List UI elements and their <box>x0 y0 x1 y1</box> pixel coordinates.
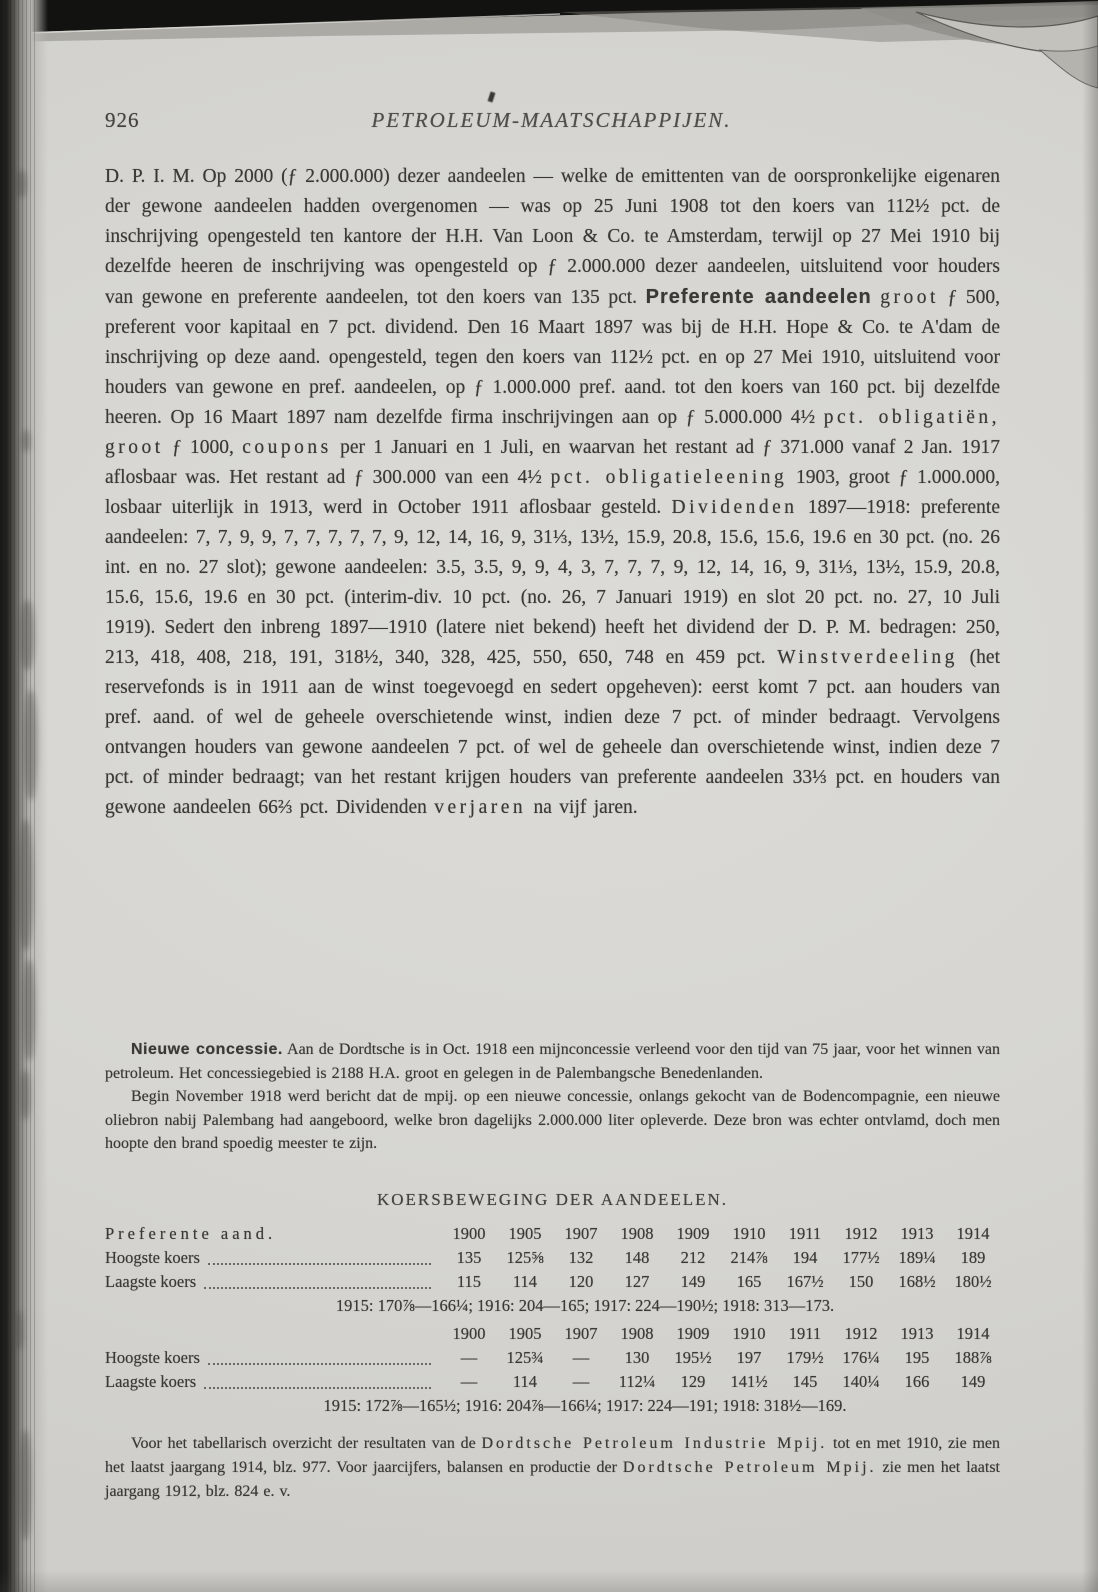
value-cell: 165 <box>736 1272 762 1291</box>
year-cell: 1912 <box>844 1224 878 1243</box>
dot-leader <box>208 1262 431 1265</box>
spaced-company-name: Dordtsche Petroleum Mpij. <box>622 1459 877 1476</box>
scan-smudge <box>16 170 26 198</box>
value-cell: 212 <box>680 1248 706 1267</box>
year-cell: 1909 <box>676 1324 710 1343</box>
scan-smudge <box>23 960 35 1060</box>
scan-smudge <box>18 820 33 950</box>
text-segment: Aan de Dordtsche is in Oct. 1918 een mijnconcessie verleend voor den tijd van 75 jaar, voor het winnen van petroleum. Het concessiegebied is 2188 H.A. groot en gelegen in de Palembangsche Benedenlanden. <box>105 1041 1000 1082</box>
concessie-paragraph-2: Begin November 1918 werd bericht dat de mpij. op een nieuwe concessie, onlangs gekocht van de Bodencompagnie, een nieuwe oliebron nabij Palembang had aangeboord, welke bron dagelijks 2.000.000 liter opleverde. Deze bron was echter ontvlamd, doch men hoopte den brand spoedig meester te zijn. <box>105 1088 1000 1152</box>
year-cell: 1913 <box>900 1324 934 1343</box>
range-line: 1915: 172⅞—165½; 1916: 204⅞—166¼; 1917: 224—191; 1918: 318½—169. <box>323 1396 847 1415</box>
scan-smudge <box>15 1310 23 1350</box>
scan-speck <box>488 91 496 102</box>
value-cell: 130 <box>624 1348 650 1367</box>
value-cell: 189 <box>960 1248 986 1267</box>
text-segment: D. P. I. M. Op 2000 (ƒ 2.000.000) dezer aandeelen — welke de emittenten van de oorspronkelijke eigenaren der gewone aandeelen hadden overgenomen — was op 25 Juni 1908 tot den koers van 112½ pct. de inschrijving opengesteld ten kantore der H.H. Van Loon & Co. te Amsterdam, terwijl op 27 Mei 1910 bij dezelfde heeren de inschrijving was opengesteld op ƒ 2.000.000 dezer aandeelen, uitsluitend voor houders van gewone en preferente aandeelen, tot den koers van 135 pct. <box>105 166 1000 308</box>
spaced-company-name: Dordtsche Petroleum Industrie Mpij. <box>481 1435 828 1452</box>
table-row-years <box>105 1322 1005 1346</box>
value-cell: — <box>572 1372 590 1391</box>
row-label: Laagste koers <box>105 1372 197 1391</box>
value-cell: 135 <box>456 1248 482 1267</box>
koers-table-gewone <box>105 1322 1005 1418</box>
row-label: Hoogste koers <box>105 1248 200 1267</box>
value-cell: 140¼ <box>842 1372 880 1391</box>
value-cell: 195½ <box>674 1348 712 1367</box>
concessie-paragraph-1 <box>105 1038 1000 1085</box>
text-segment: ƒ 1000, <box>163 437 243 458</box>
value-cell: 115 <box>456 1272 482 1291</box>
scan-bottom-edge-shadow <box>0 1570 1098 1592</box>
table-row-laagste <box>105 1370 1005 1394</box>
value-cell: 149 <box>680 1272 706 1291</box>
year-cell: 1911 <box>788 1224 822 1243</box>
table-row-laagste <box>105 1270 1005 1294</box>
value-cell: 197 <box>736 1348 762 1367</box>
value-cell: 179½ <box>786 1348 824 1367</box>
value-cell: 141½ <box>730 1372 768 1391</box>
koers-table-preferente <box>105 1222 1005 1318</box>
table-row-hoogste <box>105 1346 1005 1370</box>
koers-section-title: KOERSBEWEGING DER AANDEELEN. <box>376 1190 729 1209</box>
year-cell: 1905 <box>508 1224 542 1243</box>
value-cell: 114 <box>512 1372 538 1391</box>
year-cell: 1907 <box>564 1224 598 1243</box>
text-segment: zie men het laatst jaargang 1912, blz. 824 e. v. <box>105 1459 1001 1500</box>
year-cell: 1905 <box>508 1324 542 1343</box>
row-label: Laagste koers <box>105 1272 197 1291</box>
scan-smudge <box>22 430 30 452</box>
table-row-hoogste <box>105 1246 1005 1270</box>
dot-leader <box>204 1386 431 1389</box>
value-cell: 127 <box>624 1272 650 1291</box>
value-cell: 150 <box>848 1272 874 1291</box>
dot-leader <box>204 1286 431 1289</box>
spaced-word-dividenden: Dividenden <box>671 497 798 518</box>
text-segment: per 1 Januari en 1 Juli, en waarvan het restant ad ƒ 371.000 vanaf 2 Jan. 1917 aflosbaar was. Het restant ad ƒ 300.000 van een 4½ <box>105 437 1000 488</box>
footer-note <box>105 1432 1000 1504</box>
text-segment: Voor het tabellarisch overzicht der resultaten van de <box>131 1435 482 1452</box>
value-cell: 195 <box>904 1348 930 1367</box>
value-cell: 132 <box>568 1248 594 1267</box>
page-header <box>105 108 998 138</box>
value-cell: 148 <box>624 1248 650 1267</box>
scan-smudge <box>20 1070 30 1120</box>
value-cell: 176¼ <box>842 1348 880 1367</box>
value-cell: 167½ <box>786 1272 824 1291</box>
value-cell: 214⅞ <box>730 1248 768 1267</box>
value-cell: 120 <box>568 1272 594 1291</box>
text-segment: ƒ 500, preferent voor kapitaal en 7 pct. dividend. Den 16 Maart 1897 was bij de H.H. Hope & Co. te A'dam de inschrijving op deze aand. opengesteld, tegen den koers van 112½ pct. en op 27 Mei 1910, uitsluitend voor houders van gewone en pref. aandeelen, op ƒ 1.000.000 pref. aand. tot den koers van 160 pct. bij dezelfde heeren. Op 16 Maart 1897 nam dezelfde firma inschrijvingen aan op ƒ 5.000.000 4½ <box>105 287 1000 428</box>
year-cell: 1909 <box>676 1224 710 1243</box>
year-cell: 1914 <box>956 1324 990 1343</box>
value-cell: 188⅞ <box>954 1348 992 1367</box>
value-cell: 166 <box>904 1372 930 1391</box>
spaced-phrase-obligatieleening: pct. obligatieleening <box>550 467 788 488</box>
spaced-word-winstverdeeling: Winstverdeeling <box>777 647 958 668</box>
value-cell: 180½ <box>954 1272 992 1291</box>
year-cell: 1908 <box>620 1224 654 1243</box>
value-cell: — <box>572 1348 590 1367</box>
value-cell: 125¾ <box>506 1348 544 1367</box>
value-cell: — <box>460 1348 478 1367</box>
text-segment: 1903, groot ƒ 1.000.000, losbaar uiterlijk in 1913, werd in October 1911 aflosbaar gesteld. <box>105 467 1000 518</box>
scan-left-binding-edge <box>0 0 48 1592</box>
year-cell: 1900 <box>452 1324 486 1343</box>
spaced-word-groot: groot <box>880 287 939 308</box>
text-segment: na vijf jaren. <box>526 797 638 818</box>
table-label: Preferente aand. <box>105 1224 277 1243</box>
main-paragraph <box>105 162 1000 823</box>
value-cell: 129 <box>680 1372 706 1391</box>
year-cell: 1910 <box>732 1224 766 1243</box>
value-cell: 145 <box>792 1372 818 1391</box>
value-cell: — <box>460 1372 478 1391</box>
year-cell: 1911 <box>788 1324 822 1343</box>
nieuwe-concessie-section <box>105 1038 1000 1156</box>
page-number: 926 <box>105 108 140 132</box>
table-row-years <box>105 1222 1005 1246</box>
text-segment: tot en met 1910, zie men het laatst jaargang 1914, blz. 977. Voor jaarcijfers, balansen en productie der <box>105 1435 1000 1476</box>
scan-smudge <box>19 1430 31 1540</box>
row-label: Hoogste koers <box>105 1348 200 1367</box>
value-cell: 194 <box>792 1248 818 1267</box>
scan-smudge <box>24 690 37 800</box>
value-cell: 112¼ <box>618 1372 656 1391</box>
dot-leader <box>208 1362 431 1365</box>
value-cell: 168½ <box>898 1272 936 1291</box>
scan-right-edge-shadow <box>1082 0 1098 1592</box>
year-cell: 1908 <box>620 1324 654 1343</box>
concessie-label: Nieuwe concessie. <box>131 1041 283 1058</box>
value-cell: 189¼ <box>898 1248 936 1267</box>
year-cell: 1910 <box>732 1324 766 1343</box>
year-cell: 1900 <box>452 1224 486 1243</box>
year-cell: 1913 <box>900 1224 934 1243</box>
bold-phrase-preferente-aandeelen: Preferente aandeelen <box>645 286 872 308</box>
text-segment: (het reservefonds is in 1911 aan de winst toegevoegd en sedert opgeheven): eerst komt 7 pct. aan houders van pref. aand. of wel de geheele overschietende winst, indien deze 7 pct. of minder bedraagt. Vervolgens ontvangen houders van gewone aandeelen 7 pct. of wel de geheele dan overschietende winst, indien deze 7 pct. of minder bedraagt; van het restant krijgen houders van preferente aandeelen 33⅓ pct. en houders van gewone aandeelen 66⅔ pct. Dividenden <box>105 647 1000 818</box>
year-cell: 1912 <box>844 1324 878 1343</box>
page-title: PETROLEUM-MAATSCHAPPIJEN. <box>371 108 732 132</box>
scan-top-edge-artifact <box>0 0 1098 110</box>
value-cell: 125⅝ <box>506 1248 544 1267</box>
year-cell: 1914 <box>956 1224 990 1243</box>
scan-smudge <box>20 600 34 670</box>
spaced-phrase-obligatien: pct. obligatiën, groot <box>105 407 1000 458</box>
value-cell: 177½ <box>842 1248 880 1267</box>
value-cell: 114 <box>512 1272 538 1291</box>
year-cell: 1907 <box>564 1324 598 1343</box>
spaced-word-verjaren: verjaren <box>434 797 527 818</box>
range-line: 1915: 170⅞—166¼; 1916: 204—165; 1917: 224—190½; 1918: 313—173. <box>335 1296 835 1315</box>
value-cell: 149 <box>960 1372 986 1391</box>
text-segment: 1897—1918: preferente aandeelen: 7, 7, 9, 9, 7, 7, 7, 7, 7, 9, 12, 14, 16, 9, 31⅓, 13½, 15.9, 20.8, 15.6, 15.6, 19.6 en 30 pct. (no. 26 int. en no. 27 slot); gewone aandeelen: 3.5, 3.5, 9, 9, 4, 3, 7, 7, 7, 9, 12, 14, 16, 9, 31⅓, 13½, 15.9, 20.8, 15.6, 15.6, 19.6 en 30 pct. (interim-div. 10 pct. (no. 26, 7 Januari 1919) en slot 20 pct. no. 27, 10 Juli 1919). Sedert den inbreng 1897—1910 (latere niet bekend) heeft het dividend der D. P. M. bedragen: 250, 213, 418, 408, 218, 191, 318½, 340, 328, 425, 550, 650, 748 en 459 pct. <box>105 497 1000 668</box>
spaced-word-coupons: coupons <box>242 437 332 458</box>
